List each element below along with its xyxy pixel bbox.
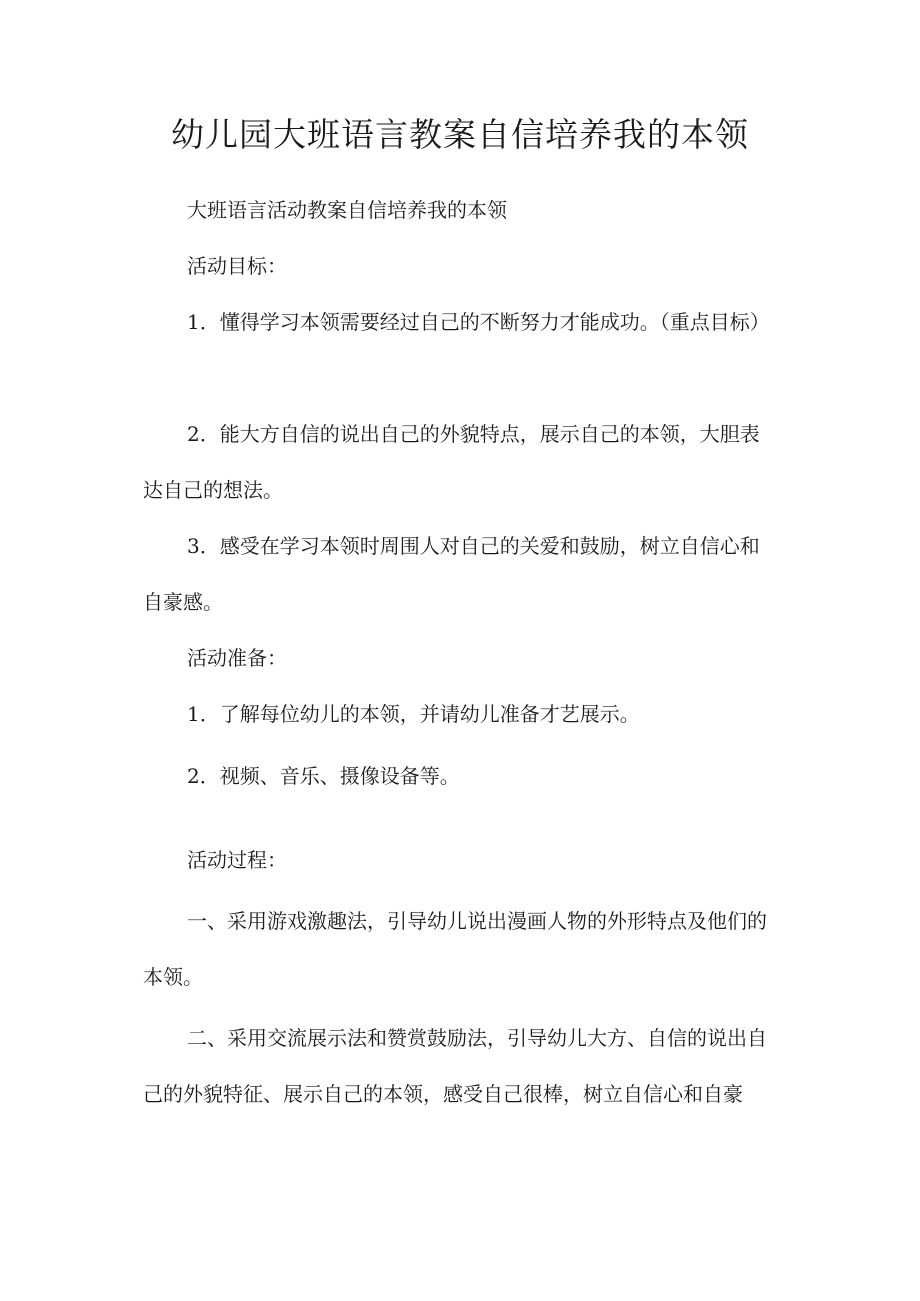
goal-item-1: 1．懂得学习本领需要经过自己的不断努力才能成功。（重点目标） [187,310,770,334]
section-heading-goals: 活动目标： [187,254,287,278]
goal-item-3: 3．感受在学习本领时周围人对自己的关爱和鼓励，树立自信心和自豪感。 [143,534,760,614]
document-title: 幼儿园大班语言教案自信培养我的本领 [171,115,749,154]
section-heading-process: 活动过程： [187,848,287,872]
process-step-2: 二、采用交流展示法和赞赏鼓励法，引导幼儿大方、自信的说出自己的外貌特征、展示自己的本领，感受自己很棒，树立自信心和自豪 [143,1026,767,1106]
preparation-item-1: 1．了解每位幼儿的本领，并请幼儿准备才艺展示。 [187,702,640,726]
process-step-1: 一、采用游戏激趣法，引导幼儿说出漫画人物的外形特点及他们的本领。 [143,909,767,989]
section-heading-preparation: 活动准备： [187,646,287,670]
preparation-item-2: 2．视频、音乐、摄像设备等。 [187,764,460,788]
goal-item-2: 2．能大方自信的说出自己的外貌特点，展示自己的本领，大胆表达自己的想法。 [143,422,760,502]
subtitle-paragraph: 大班语言活动教案自信培养我的本领 [187,198,507,222]
